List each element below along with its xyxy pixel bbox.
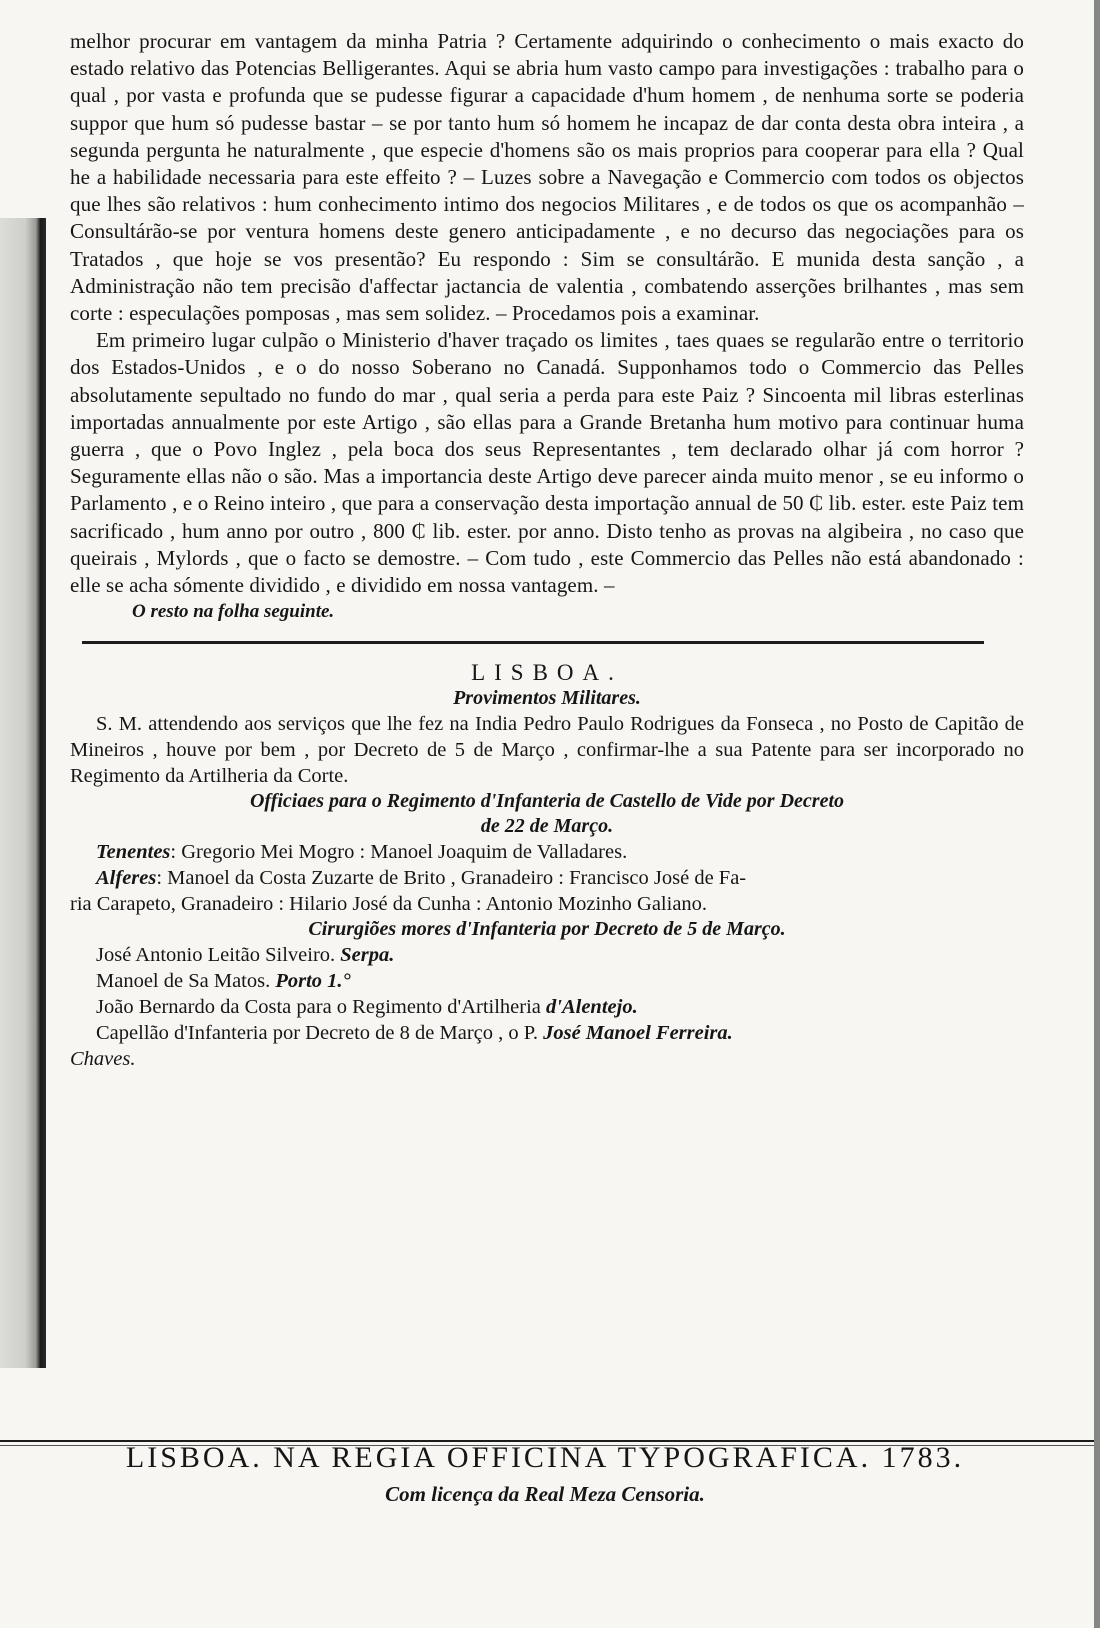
- page-content: [70, 28, 1024, 1072]
- imprint: LISBOA. NA REGIA OFFICINA TYPOGRAFICA. 1783.: [125, 1441, 965, 1474]
- alferes-text-1: : Manoel da Costa Zuzarte de Brito , Granadeiro : Francisco José de Fa-: [156, 867, 747, 890]
- surgeon-3-place: d'Alentejo.: [546, 996, 638, 1019]
- chaplain-name: José Manoel Ferreira.: [543, 1022, 733, 1045]
- alferes-line-2: ria Carapeto, Granadeiro : Hilario José da Cunha : Antonio Mozinho Galiano.: [70, 893, 708, 916]
- tenentes-text: : Gregorio Mei Mogro : Manoel Joaquim de Valladares.: [170, 841, 628, 864]
- surgeon-1: [96, 942, 1024, 968]
- alferes-line: [96, 865, 1024, 891]
- surgeon-2: [96, 968, 1024, 994]
- surgeon-3-name: João Bernardo da Costa para o Regimento d'Artilheria: [96, 996, 541, 1019]
- chaplain-line: [96, 1020, 1024, 1046]
- surgeon-1-place: Serpa.: [340, 944, 395, 967]
- officers-heading-line2: de 22 de Março.: [480, 815, 614, 838]
- paragraph-2: Em primeiro lugar culpão o Ministerio d'haver traçado os limites , taes quaes se regularão entre o territorio dos Estados-Unidos , e o do nosso Soberano no Canadá. Supponhamos todo o Commercio das Pelles absolutamente sepultado no fundo do mar , qual seria a perda para este Paiz ? Sincoenta mil libras esterlinas importadas annualmente por este Artigo , são ellas para a Grande Bretanha hum motivo para continuar huma guerra , que o Povo Inglez , pela boca dos seus Representantes , tem declarado olhar já com horror ? Seguramente ellas não o são. Mas a importancia deste Artigo deve parecer ainda muito menor , se eu informo o Parlamento , e o Reino inteiro , que para a conservação desta importação annual de 50 ₵ lib. ester. este Paiz tem sacrificado , hum anno por outro , 800 ₵ lib. ester. por anno. Disto tenho as provas na algibeira , no caso que queirais , Mylords , que o facto se demostre. – Com tudo , este Commercio das Pelles não está abandonado : elle se acha sómente dividido , e dividido em nossa vantagem. –: [70, 328, 1024, 598]
- tenentes-label: Tenentes: [96, 841, 171, 864]
- news-subheading: Provimentos Militares.: [453, 687, 641, 710]
- surgeons-heading: Cirurgiões mores d'Infanteria por Decreto de 5 de Março.: [308, 918, 786, 941]
- continued-note: O resto na folha seguinte.: [132, 601, 335, 623]
- license-line: Com licença da Real Meza Censoria.: [385, 1482, 705, 1506]
- tenentes-line: [96, 839, 1024, 865]
- scan-page-edge-left: [0, 218, 46, 1368]
- scan-page-edge-right: [1094, 0, 1100, 1628]
- surgeon-1-name: José Antonio Leitão Silveiro.: [96, 944, 336, 967]
- surgeon-2-place: Porto 1.°: [275, 970, 351, 993]
- news-item-1: S. M. attendendo aos serviços que lhe fez na India Pedro Paulo Rodrigues da Fonseca , no Posto de Capitão de Mineiros , houve por bem , por Decreto de 5 de Março , confirmar-lhe a sua Patente para ser incorporado no Regimento da Artilheria da Corte.: [70, 713, 1024, 788]
- paragraph-1: melhor procurar em vantagem da minha Patria ? Certamente adquirindo o conhecimento o mais exacto do estado relativo das Potencias Belligerantes. Aqui se abria hum vasto campo para investigações : trabalho para o qual , por vasta e profunda que se pudesse figurar a capacidade d'hum homem , de nenhuma sorte se poderia suppor que hum só pudesse bastar – se por tanto hum só homem he incapaz de dar conta desta obra inteira , a segunda pergunta he naturalmente , que especie d'homens são os mais proprios para cooperar para ella ? Qual he a habilidade necessaria para este effeito ? – Luzes sobre a Navegação e Commercio com todos os objectos que lhes são relativos : hum conhecimento intimo dos negocios Militares , e de todos os que os acompanhão – Consultárão-se por ventura homens deste genero anticipadamente , e no decurso das negociações para os Tratados , que hoje se vos presentão? Eu respondo : Sim se consultárão. E munida desta sanção , a Administração não tem precisão d'affectar jactancia de valentia , combatendo asserções brilhantes , mas sem corte : especulações pomposas , mas sem solidez. – Procedamos pois a examinar.: [70, 29, 1024, 326]
- chaplain-text: Capellão d'Infanteria por Decreto de 8 de Março , o P.: [96, 1022, 539, 1045]
- news-heading: LISBOA.: [471, 660, 623, 686]
- officers-heading-line1: Officiaes para o Regimento d'Infanteria de Castello de Vide por Decreto: [249, 790, 845, 813]
- chaplain-place: Chaves.: [70, 1048, 136, 1071]
- surgeon-2-name: Manoel de Sa Matos.: [96, 970, 271, 993]
- surgeon-3: [96, 994, 1024, 1020]
- alferes-label: Alferes: [96, 867, 157, 890]
- section-divider: [82, 641, 984, 644]
